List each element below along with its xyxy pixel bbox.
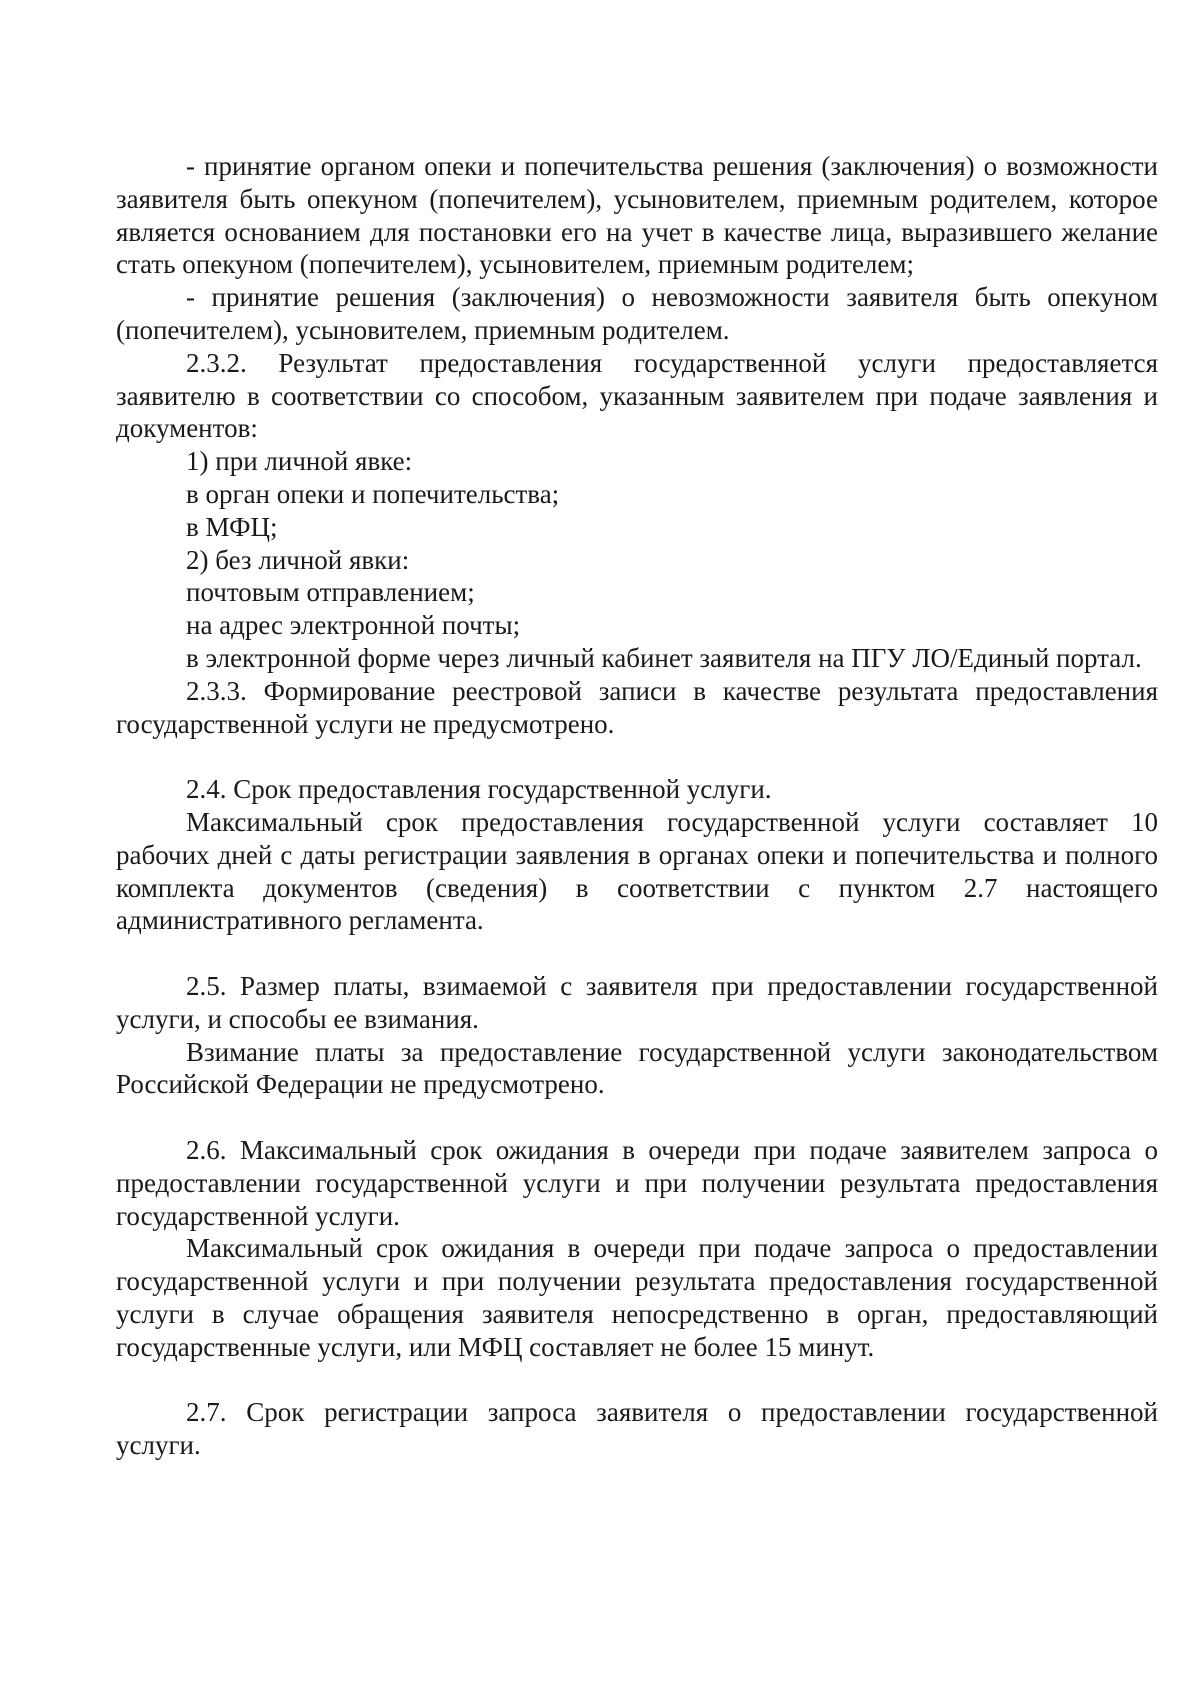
paragraph-guardianship-acceptance: - принятие органом опеки и попечительства решения (заключения) о возможности заявителя быть опекуном (попечителем), усыновителем, приемным родителем, которое является основанием для постановки его на учет в качестве лица, выразившего желание стать опекуном (попечителем), усыновителем, приемным родителем; xyxy=(116,151,1158,280)
list-line-mfc: в МФЦ; xyxy=(186,511,278,542)
section-heading-2-7: 2.7. Срок регистрации запроса заявителя о предоставлении государственной услуги. xyxy=(116,1397,1158,1461)
section-gap xyxy=(116,740,1158,773)
paragraph-guardianship-rejection: - принятие решения (заключения) о невозможности заявителя быть опекуном (попечителем), усыновителем, приемным родителем. xyxy=(116,282,1158,345)
paragraph-2-6-body: Максимальный срок ожидания в очереди при подаче запроса о предоставлении государственной услуги и при получении результата предоставления государственной услуги в случае обращения заявителя непосредственно в орган, предоставляющий государственные услуги, или МФЦ составляет не более 15 минут. xyxy=(116,1233,1158,1362)
list-line-email: на адрес электронной почты; xyxy=(186,610,521,641)
list-line-no-visit: 2) без личной явки: xyxy=(186,544,410,575)
section-heading-2-6: 2.6. Максимальный срок ожидания в очереди при подаче заявителем запроса о предоставлении государственной услуги и при получении результата предоставления государственной услуги. xyxy=(116,1134,1158,1231)
paragraph-2-5-body: Взимание платы за предоставление государственной услуги законодательством Российской Федерации не предусмотрено. xyxy=(116,1036,1158,1100)
section-gap xyxy=(116,937,1158,970)
section-heading-2-4: 2.4. Срок предоставления государственной услуги. xyxy=(186,774,772,805)
paragraph-2-4-body: Максимальный срок предоставления государственной услуги составляет 10 рабочих дней с даты регистрации заявления в органах опеки и попечительства и полного комплекта документов (сведения) в соответствии с пунктом 2.7 настоящего административного регламента. xyxy=(116,806,1158,936)
section-gap xyxy=(116,1101,1158,1134)
list-line-postal: почтовым отправлением; xyxy=(186,577,475,608)
document-page xyxy=(116,150,1158,1462)
paragraph-electronic-form: в электронной форме через личный кабинет заявителя на ПГУ ЛО/Единый портал. xyxy=(186,642,1142,673)
paragraph-2-3-3: 2.3.3. Формирование реестровой записи в качестве результата предоставления государственной услуги не предусмотрено. xyxy=(116,675,1158,739)
paragraph-2-3-2: 2.3.2. Результат предоставления государственной услуги предоставляется заявителю в соответствии со способом, указанным заявителем при подаче заявления и документов: xyxy=(116,347,1158,444)
list-line-personal-visit: 1) при личной явке: xyxy=(186,446,413,477)
section-heading-2-5: 2.5. Размер платы, взимаемой с заявителя при предоставлении государственной услуги, и способы ее взимания. xyxy=(116,970,1158,1034)
list-line-guardianship-body: в орган опеки и попечительства; xyxy=(186,478,560,509)
section-gap xyxy=(116,1363,1158,1396)
